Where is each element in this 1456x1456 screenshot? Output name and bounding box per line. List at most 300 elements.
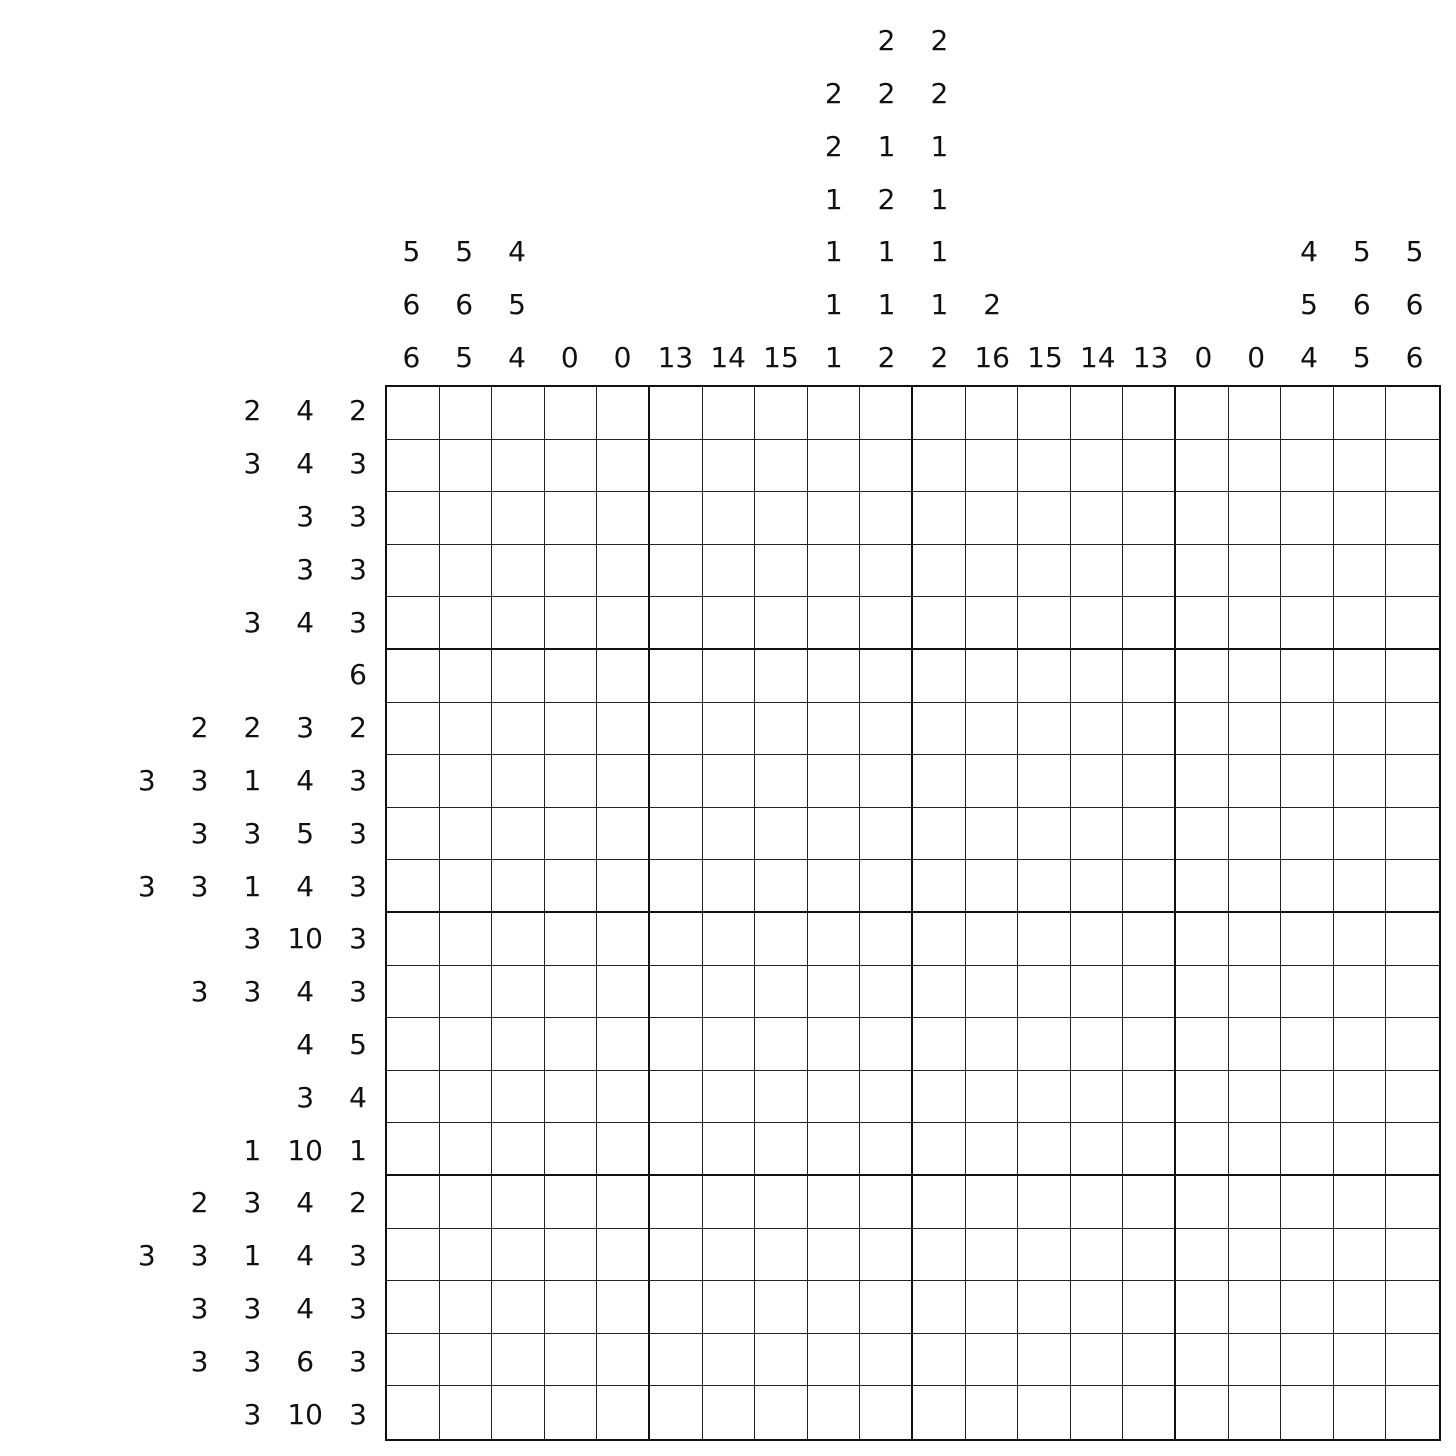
grid-cell[interactable]: [545, 1071, 598, 1124]
grid-cell[interactable]: [650, 1071, 703, 1124]
grid-cell[interactable]: [387, 597, 440, 650]
grid-cell[interactable]: [492, 492, 545, 545]
grid-cell[interactable]: [650, 703, 703, 756]
grid-cell[interactable]: [755, 1334, 808, 1387]
grid-cell[interactable]: [1386, 440, 1439, 493]
grid-cell[interactable]: [755, 545, 808, 598]
grid-cell[interactable]: [966, 1281, 1019, 1334]
grid-cell[interactable]: [1176, 1018, 1229, 1071]
grid-cell[interactable]: [1123, 1334, 1176, 1387]
grid-cell[interactable]: [1281, 597, 1334, 650]
grid-cell[interactable]: [1123, 913, 1176, 966]
grid-cell[interactable]: [1018, 1123, 1071, 1176]
grid-cell[interactable]: [1229, 597, 1282, 650]
grid-cell[interactable]: [597, 650, 650, 703]
grid-cell[interactable]: [755, 1071, 808, 1124]
grid-cell[interactable]: [1334, 1386, 1387, 1439]
grid-cell[interactable]: [1334, 1229, 1387, 1282]
grid-cell[interactable]: [597, 755, 650, 808]
grid-cell[interactable]: [966, 1334, 1019, 1387]
grid-cell[interactable]: [387, 1229, 440, 1282]
grid-cell[interactable]: [597, 808, 650, 861]
grid-cell[interactable]: [1229, 387, 1282, 440]
grid-cell[interactable]: [1071, 597, 1124, 650]
grid-cell[interactable]: [492, 440, 545, 493]
grid-cell[interactable]: [703, 1334, 756, 1387]
grid-cell[interactable]: [966, 545, 1019, 598]
grid-cell[interactable]: [808, 1229, 861, 1282]
grid-cell[interactable]: [913, 1386, 966, 1439]
grid-cell[interactable]: [1018, 492, 1071, 545]
grid-cell[interactable]: [1018, 913, 1071, 966]
grid-cell[interactable]: [650, 597, 703, 650]
grid-cell[interactable]: [1071, 1123, 1124, 1176]
grid-cell[interactable]: [755, 703, 808, 756]
grid-cell[interactable]: [1281, 1071, 1334, 1124]
grid-cell[interactable]: [387, 1281, 440, 1334]
grid-cell[interactable]: [1281, 1018, 1334, 1071]
grid-cell[interactable]: [492, 1386, 545, 1439]
grid-cell[interactable]: [1123, 597, 1176, 650]
grid-cell[interactable]: [1334, 440, 1387, 493]
grid-cell[interactable]: [387, 703, 440, 756]
grid-cell[interactable]: [597, 597, 650, 650]
grid-cell[interactable]: [387, 1386, 440, 1439]
grid-cell[interactable]: [913, 1229, 966, 1282]
grid-cell[interactable]: [913, 1281, 966, 1334]
grid-cell[interactable]: [808, 545, 861, 598]
grid-cell[interactable]: [808, 597, 861, 650]
grid-cell[interactable]: [755, 1176, 808, 1229]
grid-cell[interactable]: [1281, 440, 1334, 493]
grid-cell[interactable]: [440, 597, 493, 650]
grid-cell[interactable]: [913, 1176, 966, 1229]
grid-cell[interactable]: [492, 755, 545, 808]
grid-cell[interactable]: [1018, 1071, 1071, 1124]
grid-cell[interactable]: [1018, 1229, 1071, 1282]
grid-cell[interactable]: [387, 492, 440, 545]
grid-cell[interactable]: [913, 440, 966, 493]
grid-cell[interactable]: [703, 492, 756, 545]
grid-cell[interactable]: [1229, 1334, 1282, 1387]
grid-cell[interactable]: [650, 387, 703, 440]
grid-cell[interactable]: [1386, 913, 1439, 966]
grid-cell[interactable]: [492, 545, 545, 598]
grid-cell[interactable]: [1071, 1229, 1124, 1282]
grid-cell[interactable]: [1386, 1123, 1439, 1176]
grid-cell[interactable]: [1176, 440, 1229, 493]
grid-cell[interactable]: [808, 703, 861, 756]
grid-cell[interactable]: [545, 966, 598, 1019]
grid-cell[interactable]: [755, 387, 808, 440]
grid-cell[interactable]: [913, 1071, 966, 1124]
grid-cell[interactable]: [1386, 650, 1439, 703]
grid-cell[interactable]: [597, 913, 650, 966]
grid-cell[interactable]: [1071, 808, 1124, 861]
grid-cell[interactable]: [650, 808, 703, 861]
grid-cell[interactable]: [387, 913, 440, 966]
grid-cell[interactable]: [966, 808, 1019, 861]
grid-cell[interactable]: [1386, 808, 1439, 861]
grid-cell[interactable]: [860, 387, 913, 440]
grid-cell[interactable]: [755, 1123, 808, 1176]
grid-cell[interactable]: [650, 913, 703, 966]
grid-cell[interactable]: [1123, 1018, 1176, 1071]
grid-cell[interactable]: [597, 387, 650, 440]
grid-cell[interactable]: [1123, 545, 1176, 598]
grid-cell[interactable]: [387, 545, 440, 598]
grid-cell[interactable]: [860, 1281, 913, 1334]
grid-cell[interactable]: [1018, 1018, 1071, 1071]
grid-cell[interactable]: [440, 1071, 493, 1124]
grid-cell[interactable]: [387, 1018, 440, 1071]
grid-cell[interactable]: [387, 755, 440, 808]
grid-cell[interactable]: [703, 650, 756, 703]
grid-cell[interactable]: [808, 966, 861, 1019]
grid-cell[interactable]: [703, 1018, 756, 1071]
grid-cell[interactable]: [913, 913, 966, 966]
grid-cell[interactable]: [440, 1386, 493, 1439]
grid-cell[interactable]: [966, 1018, 1019, 1071]
grid-cell[interactable]: [597, 1229, 650, 1282]
grid-cell[interactable]: [492, 703, 545, 756]
grid-cell[interactable]: [860, 650, 913, 703]
grid-cell[interactable]: [1229, 966, 1282, 1019]
grid-cell[interactable]: [1071, 387, 1124, 440]
grid-cell[interactable]: [1018, 1334, 1071, 1387]
grid-cell[interactable]: [1334, 913, 1387, 966]
grid-cell[interactable]: [860, 1123, 913, 1176]
grid-cell[interactable]: [1176, 545, 1229, 598]
grid-cell[interactable]: [1229, 1281, 1282, 1334]
grid-cell[interactable]: [1071, 913, 1124, 966]
grid-cell[interactable]: [545, 1386, 598, 1439]
grid-cell[interactable]: [387, 966, 440, 1019]
grid-cell[interactable]: [1123, 387, 1176, 440]
grid-cell[interactable]: [860, 545, 913, 598]
grid-cell[interactable]: [440, 860, 493, 913]
grid-cell[interactable]: [1281, 913, 1334, 966]
grid-cell[interactable]: [1018, 597, 1071, 650]
grid-cell[interactable]: [860, 1071, 913, 1124]
grid-cell[interactable]: [1281, 808, 1334, 861]
grid-cell[interactable]: [1334, 1018, 1387, 1071]
grid-cell[interactable]: [440, 1018, 493, 1071]
grid-cell[interactable]: [492, 1334, 545, 1387]
grid-cell[interactable]: [440, 755, 493, 808]
grid-cell[interactable]: [1071, 1071, 1124, 1124]
grid-cell[interactable]: [545, 492, 598, 545]
grid-cell[interactable]: [755, 440, 808, 493]
grid-cell[interactable]: [1386, 1386, 1439, 1439]
grid-cell[interactable]: [1071, 1281, 1124, 1334]
grid-cell[interactable]: [966, 1071, 1019, 1124]
grid-cell[interactable]: [597, 1123, 650, 1176]
grid-cell[interactable]: [1071, 1018, 1124, 1071]
grid-cell[interactable]: [545, 860, 598, 913]
grid-cell[interactable]: [1123, 650, 1176, 703]
grid-cell[interactable]: [1176, 597, 1229, 650]
grid-cell[interactable]: [650, 1334, 703, 1387]
grid-cell[interactable]: [1229, 1018, 1282, 1071]
grid-cell[interactable]: [755, 1018, 808, 1071]
grid-cell[interactable]: [966, 440, 1019, 493]
grid-cell[interactable]: [492, 913, 545, 966]
grid-cell[interactable]: [387, 808, 440, 861]
grid-cell[interactable]: [755, 650, 808, 703]
grid-cell[interactable]: [1229, 1176, 1282, 1229]
grid-cell[interactable]: [966, 1176, 1019, 1229]
grid-cell[interactable]: [1071, 650, 1124, 703]
grid-cell[interactable]: [1229, 650, 1282, 703]
grid-cell[interactable]: [913, 492, 966, 545]
grid-cell[interactable]: [703, 1229, 756, 1282]
grid-cell[interactable]: [1176, 492, 1229, 545]
grid-cell[interactable]: [808, 1176, 861, 1229]
grid-cell[interactable]: [650, 966, 703, 1019]
grid-cell[interactable]: [1229, 545, 1282, 598]
grid-cell[interactable]: [1123, 1229, 1176, 1282]
grid-cell[interactable]: [545, 913, 598, 966]
grid-cell[interactable]: [860, 703, 913, 756]
grid-cell[interactable]: [755, 1281, 808, 1334]
grid-cell[interactable]: [808, 1123, 861, 1176]
grid-cell[interactable]: [1386, 755, 1439, 808]
grid-cell[interactable]: [597, 545, 650, 598]
grid-cell[interactable]: [808, 913, 861, 966]
grid-cell[interactable]: [1176, 860, 1229, 913]
grid-cell[interactable]: [387, 387, 440, 440]
grid-cell[interactable]: [1018, 650, 1071, 703]
grid-cell[interactable]: [703, 860, 756, 913]
grid-cell[interactable]: [1229, 755, 1282, 808]
grid-cell[interactable]: [1071, 440, 1124, 493]
grid-cell[interactable]: [755, 492, 808, 545]
grid-cell[interactable]: [1229, 1123, 1282, 1176]
grid-cell[interactable]: [1334, 808, 1387, 861]
grid-cell[interactable]: [808, 808, 861, 861]
grid-cell[interactable]: [703, 966, 756, 1019]
grid-cell[interactable]: [492, 1071, 545, 1124]
grid-cell[interactable]: [913, 703, 966, 756]
grid-cell[interactable]: [1281, 1281, 1334, 1334]
grid-cell[interactable]: [966, 387, 1019, 440]
grid-cell[interactable]: [597, 1176, 650, 1229]
grid-cell[interactable]: [492, 1176, 545, 1229]
grid-cell[interactable]: [545, 808, 598, 861]
grid-cell[interactable]: [860, 755, 913, 808]
grid-cell[interactable]: [755, 860, 808, 913]
grid-cell[interactable]: [755, 597, 808, 650]
grid-cell[interactable]: [1334, 1071, 1387, 1124]
grid-cell[interactable]: [440, 492, 493, 545]
grid-cell[interactable]: [1281, 703, 1334, 756]
grid-cell[interactable]: [1229, 1229, 1282, 1282]
grid-cell[interactable]: [1176, 1386, 1229, 1439]
grid-cell[interactable]: [755, 913, 808, 966]
grid-cell[interactable]: [860, 808, 913, 861]
grid-cell[interactable]: [1229, 440, 1282, 493]
grid-cell[interactable]: [440, 966, 493, 1019]
grid-cell[interactable]: [703, 1071, 756, 1124]
grid-cell[interactable]: [1281, 1123, 1334, 1176]
grid-cell[interactable]: [703, 913, 756, 966]
grid-cell[interactable]: [1123, 1281, 1176, 1334]
grid-cell[interactable]: [650, 1229, 703, 1282]
grid-cell[interactable]: [1018, 387, 1071, 440]
grid-cell[interactable]: [808, 1281, 861, 1334]
grid-cell[interactable]: [387, 1176, 440, 1229]
grid-cell[interactable]: [1018, 966, 1071, 1019]
grid-cell[interactable]: [1281, 545, 1334, 598]
grid-cell[interactable]: [703, 1176, 756, 1229]
grid-cell[interactable]: [1071, 492, 1124, 545]
grid-cell[interactable]: [545, 755, 598, 808]
grid-cell[interactable]: [1018, 808, 1071, 861]
grid-cell[interactable]: [492, 966, 545, 1019]
grid-cell[interactable]: [650, 440, 703, 493]
grid-cell[interactable]: [387, 440, 440, 493]
grid-cell[interactable]: [1334, 703, 1387, 756]
grid-cell[interactable]: [1386, 1071, 1439, 1124]
grid-cell[interactable]: [597, 440, 650, 493]
grid-cell[interactable]: [1176, 1071, 1229, 1124]
grid-cell[interactable]: [703, 703, 756, 756]
grid-cell[interactable]: [860, 860, 913, 913]
grid-cell[interactable]: [913, 1018, 966, 1071]
grid-cell[interactable]: [440, 1334, 493, 1387]
grid-cell[interactable]: [387, 650, 440, 703]
grid-cell[interactable]: [1123, 492, 1176, 545]
grid-cell[interactable]: [703, 755, 756, 808]
grid-cell[interactable]: [1176, 808, 1229, 861]
grid-cell[interactable]: [597, 966, 650, 1019]
grid-cell[interactable]: [1123, 808, 1176, 861]
grid-cell[interactable]: [966, 650, 1019, 703]
grid-cell[interactable]: [545, 1123, 598, 1176]
grid-cell[interactable]: [545, 650, 598, 703]
grid-cell[interactable]: [1229, 492, 1282, 545]
grid-cell[interactable]: [1176, 1281, 1229, 1334]
grid-cell[interactable]: [860, 440, 913, 493]
grid-cell[interactable]: [1386, 860, 1439, 913]
grid-cell[interactable]: [1071, 860, 1124, 913]
grid-cell[interactable]: [1018, 1176, 1071, 1229]
grid-cell[interactable]: [808, 1018, 861, 1071]
grid-cell[interactable]: [1229, 703, 1282, 756]
grid-cell[interactable]: [913, 650, 966, 703]
grid-cell[interactable]: [1176, 387, 1229, 440]
grid-cell[interactable]: [1123, 1176, 1176, 1229]
grid-cell[interactable]: [1334, 1334, 1387, 1387]
grid-cell[interactable]: [492, 1018, 545, 1071]
grid-cell[interactable]: [1071, 1386, 1124, 1439]
grid-cell[interactable]: [650, 1018, 703, 1071]
grid-cell[interactable]: [1386, 1281, 1439, 1334]
grid-cell[interactable]: [966, 966, 1019, 1019]
grid-cell[interactable]: [1334, 860, 1387, 913]
grid-cell[interactable]: [650, 755, 703, 808]
grid-cell[interactable]: [1281, 860, 1334, 913]
grid-cell[interactable]: [545, 703, 598, 756]
grid-cell[interactable]: [1281, 1334, 1334, 1387]
grid-cell[interactable]: [860, 1018, 913, 1071]
grid-cell[interactable]: [913, 860, 966, 913]
grid-cell[interactable]: [1334, 387, 1387, 440]
grid-cell[interactable]: [492, 860, 545, 913]
grid-cell[interactable]: [755, 966, 808, 1019]
grid-cell[interactable]: [860, 966, 913, 1019]
grid-cell[interactable]: [703, 545, 756, 598]
grid-cell[interactable]: [808, 755, 861, 808]
grid-cell[interactable]: [1018, 860, 1071, 913]
grid-cell[interactable]: [1123, 860, 1176, 913]
grid-cell[interactable]: [1281, 1176, 1334, 1229]
grid-cell[interactable]: [492, 1281, 545, 1334]
grid-cell[interactable]: [966, 703, 1019, 756]
grid-cell[interactable]: [1071, 1176, 1124, 1229]
grid-cell[interactable]: [703, 1123, 756, 1176]
grid-cell[interactable]: [808, 1386, 861, 1439]
grid-cell[interactable]: [703, 1386, 756, 1439]
grid-cell[interactable]: [860, 1386, 913, 1439]
grid-cell[interactable]: [808, 440, 861, 493]
grid-cell[interactable]: [1229, 860, 1282, 913]
grid-cell[interactable]: [966, 860, 1019, 913]
grid-cell[interactable]: [1386, 492, 1439, 545]
grid-cell[interactable]: [650, 1176, 703, 1229]
grid-cell[interactable]: [492, 387, 545, 440]
grid-cell[interactable]: [545, 1334, 598, 1387]
grid-cell[interactable]: [545, 1176, 598, 1229]
grid-cell[interactable]: [1334, 650, 1387, 703]
grid-cell[interactable]: [913, 387, 966, 440]
grid-cell[interactable]: [1176, 755, 1229, 808]
grid-cell[interactable]: [1229, 913, 1282, 966]
grid-cell[interactable]: [440, 650, 493, 703]
grid-cell[interactable]: [1386, 1176, 1439, 1229]
grid-cell[interactable]: [597, 1334, 650, 1387]
grid-cell[interactable]: [1281, 1229, 1334, 1282]
grid-cell[interactable]: [650, 1281, 703, 1334]
grid-cell[interactable]: [1281, 650, 1334, 703]
grid-cell[interactable]: [1176, 650, 1229, 703]
grid-cell[interactable]: [440, 1229, 493, 1282]
grid-cell[interactable]: [440, 703, 493, 756]
grid-cell[interactable]: [545, 1229, 598, 1282]
grid-cell[interactable]: [650, 1123, 703, 1176]
grid-cell[interactable]: [1281, 492, 1334, 545]
grid-cell[interactable]: [1123, 1386, 1176, 1439]
grid-cell[interactable]: [440, 545, 493, 598]
grid-cell[interactable]: [1018, 545, 1071, 598]
grid-cell[interactable]: [1071, 966, 1124, 1019]
grid-cell[interactable]: [1018, 1281, 1071, 1334]
grid-cell[interactable]: [755, 755, 808, 808]
grid-cell[interactable]: [545, 597, 598, 650]
grid-cell[interactable]: [1386, 1229, 1439, 1282]
grid-cell[interactable]: [1071, 703, 1124, 756]
grid-cell[interactable]: [1386, 1018, 1439, 1071]
grid-cell[interactable]: [913, 755, 966, 808]
grid-cell[interactable]: [808, 860, 861, 913]
grid-cell[interactable]: [1386, 1334, 1439, 1387]
grid-cell[interactable]: [387, 1334, 440, 1387]
grid-cell[interactable]: [860, 1334, 913, 1387]
grid-cell[interactable]: [966, 492, 1019, 545]
grid-cell[interactable]: [966, 755, 1019, 808]
grid-cell[interactable]: [440, 387, 493, 440]
